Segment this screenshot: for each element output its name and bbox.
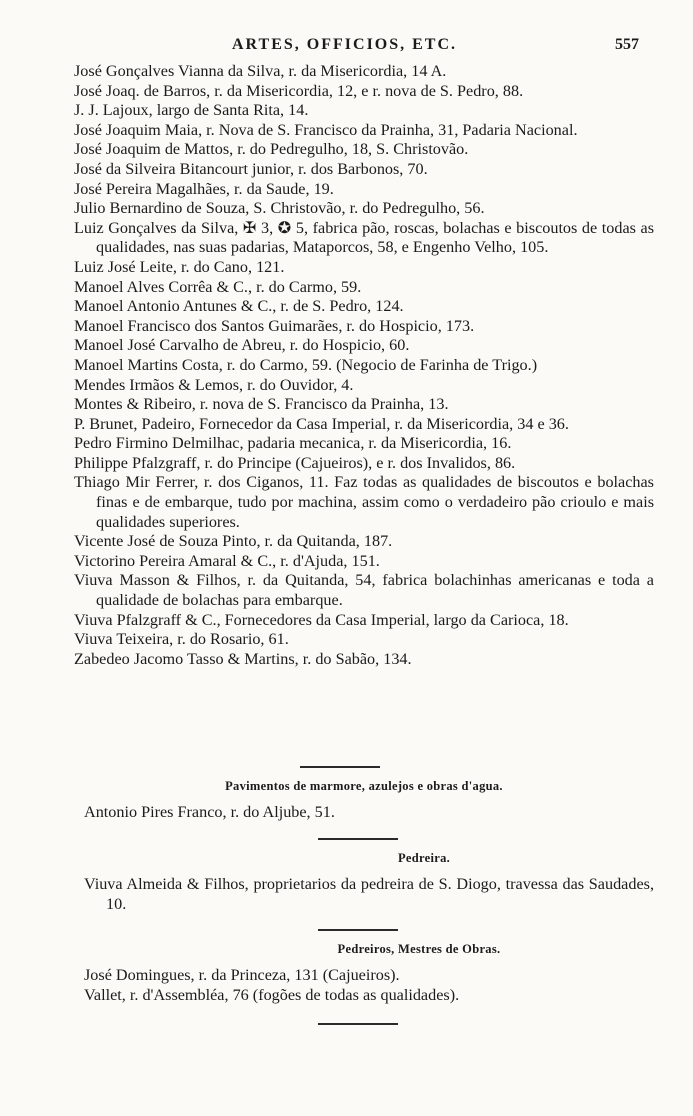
directory-entry: José Joaq. de Barros, r. da Misericordia, 12, e r. nova de S. Pedro, 88. (74, 81, 524, 100)
directory-entry: José Joaquim de Mattos, r. do Pedregulho, 18, S. Christovão. (74, 140, 469, 159)
directory-entry: José Pereira Magalhães, r. da Saude, 19. (74, 179, 334, 198)
section-pavimentos (74, 779, 654, 822)
directory-entry: Viuva Teixeira, r. do Rosario, 61. (74, 630, 289, 649)
running-title: ARTES, OFFICIOS, ETC. (232, 36, 458, 53)
directory-entry: José Joaquim Maia, r. Nova de S. Francisco da Prainha, 31, Padaria Nacional. (74, 120, 578, 139)
section-divider (318, 929, 398, 931)
bottom-rule (318, 1023, 398, 1025)
section-pedreiros (74, 942, 654, 1005)
directory-entry: Luiz José Leite, r. do Cano, 121. (74, 257, 285, 276)
directory-entry: Antonio Pires Franco, r. do Aljube, 51. (84, 803, 335, 821)
directory-entry: Mendes Irmãos & Lemos, r. do Ouvidor, 4. (74, 375, 354, 394)
directory-entry: Philippe Pfalzgraff, r. do Principe (Cajueiros), e r. dos Invalidos, 86. (74, 453, 516, 472)
directory-entry: Thiago Mir Ferrer, r. dos Ciganos, 11. Faz todas as qualidades de biscoutos e bolachas finas e de embarque, tudo por machina, assim como o verdadeiro pão crioulo e mais qualidades superiores. (74, 473, 654, 531)
section-title: Pedreiros, Mestres de Obras. (337, 942, 501, 956)
directory-entry: Viuva Pfalzgraff & C., Fornecedores da Casa Imperial, largo da Carioca, 18. (74, 610, 569, 629)
directory-entry: Manoel Antonio Antunes & C., r. de S. Pedro, 124. (74, 297, 404, 316)
directory-entry: Montes & Ribeiro, r. nova de S. Francisco da Prainha, 13. (74, 395, 449, 414)
directory-entry: Manoel Francisco dos Santos Guimarães, r. do Hospicio, 173. (74, 316, 475, 335)
directory-entry: Pedro Firmino Delmilhac, padaria mecanica, r. da Misericordia, 16. (74, 434, 512, 453)
section-divider (318, 838, 398, 840)
directory-entry: Vicente José de Souza Pinto, r. da Quitanda, 187. (74, 532, 393, 551)
directory-entries (74, 62, 654, 669)
directory-entry: Viuva Almeida & Filhos, proprietarios da pedreira de S. Diogo, travessa das Saudades, 10. (84, 875, 654, 913)
directory-entry: J. J. Lajoux, largo de Santa Rita, 14. (74, 101, 309, 120)
page-number: 557 (615, 36, 639, 53)
directory-entry: José da Silveira Bitancourt junior, r. dos Barbonos, 70. (74, 159, 428, 178)
directory-entry: Viuva Masson & Filhos, r. da Quitanda, 54, fabrica bolachinhas americanas e toda a qualidade de bolachas para embarque. (74, 571, 654, 610)
directory-entry: Manoel Alves Corrêa & C., r. do Carmo, 59. (74, 277, 362, 296)
directory-entry: Manoel Martins Costa, r. do Carmo, 59. (Negocio de Farinha de Trigo.) (74, 355, 538, 374)
directory-entry: Julio Bernardino de Souza, S. Christovão, r. do Pedregulho, 56. (74, 199, 485, 218)
section-pedreira (74, 851, 654, 914)
page-header (0, 36, 693, 60)
directory-entry: Victorino Pereira Amaral & C., r. d'Ajuda, 151. (74, 551, 380, 570)
directory-entry: Luiz Gonçalves da Silva, ✠ 3, ✪ 5, fabrica pão, roscas, bolachas e biscoutos de todas as qualidades, nas suas padarias, Mataporcos, 58, e Engenho Velho, 105. (74, 218, 654, 257)
section-title: Pavimentos de marmore, azulejos e obras d'agua. (225, 779, 503, 793)
directory-entry: Manoel José Carvalho de Abreu, r. do Hospicio, 60. (74, 336, 410, 355)
directory-entry: José Domingues, r. da Princeza, 131 (Cajueiros). (84, 966, 400, 984)
directory-entry: Vallet, r. d'Assembléa, 76 (fogões de todas as qualidades). (84, 986, 460, 1004)
directory-entry: Zabedeo Jacomo Tasso & Martins, r. do Sabão, 134. (74, 649, 412, 668)
section-divider (300, 766, 380, 768)
directory-entry: José Gonçalves Vianna da Silva, r. da Misericordia, 14 A. (74, 62, 447, 80)
section-title: Pedreira. (397, 851, 451, 865)
directory-entry: P. Brunet, Padeiro, Fornecedor da Casa Imperial, r. da Misericordia, 34 e 36. (74, 414, 569, 433)
